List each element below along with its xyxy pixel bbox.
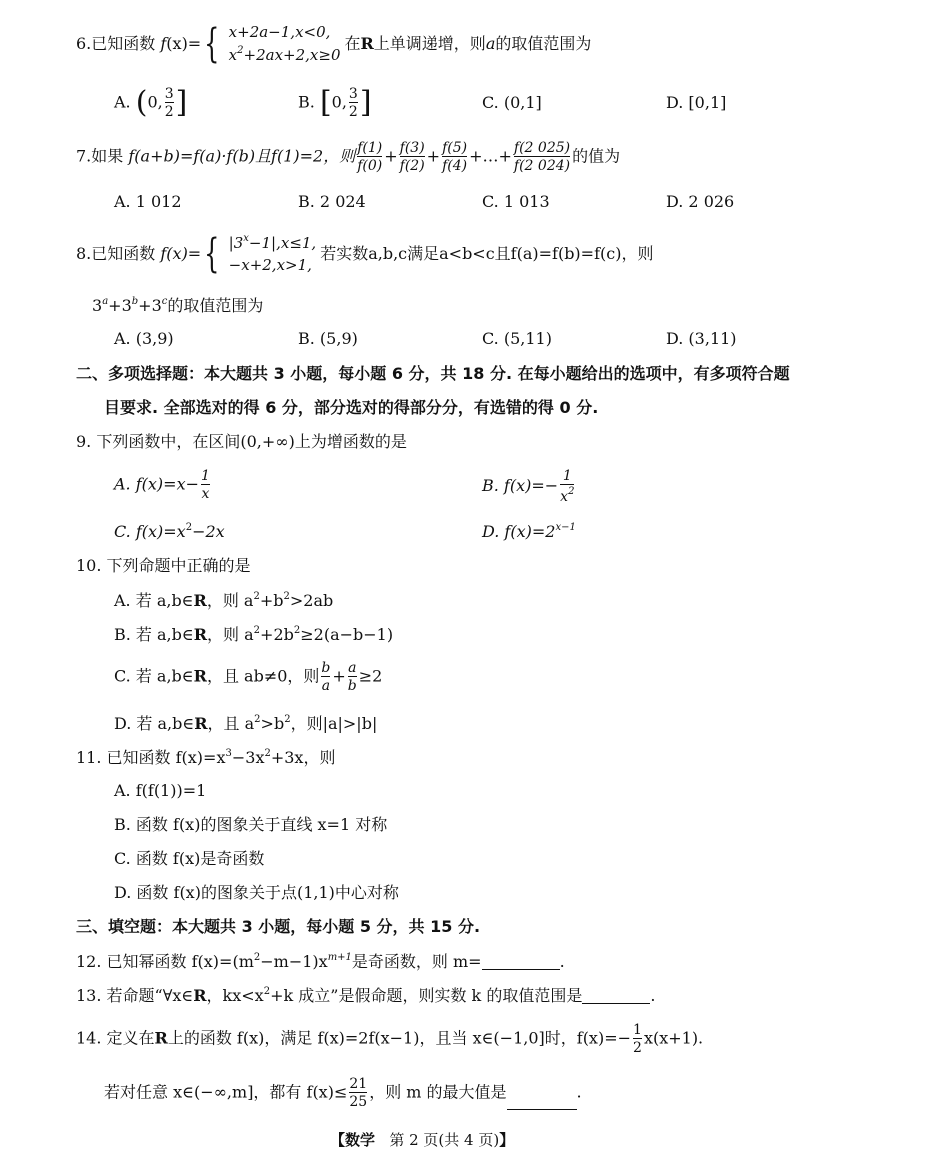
q11-option-c: C. 函数 f(x)是奇函数 [114, 849, 265, 868]
q6-option-d: D. [0,1] [666, 93, 727, 112]
question-6-stem: 6.已知函数 f(x)={ x+2a−1,x<0, $x^2+2ax+2,x\ge 0$ 在R上单调递增，则a的取值范围为 [76, 21, 592, 68]
question-11-stem: 11. 已知函数 $f(x)=x^3-3x^2+3x$，则 [76, 748, 336, 767]
footer-subject: 数学 [345, 1131, 376, 1149]
left-brace: { [204, 21, 220, 68]
q11-option-b: B. 函数 f(x)的图象关于直线 x=1 对称 [114, 815, 388, 834]
section-2-heading: 二、多项选择题：本大题共 3 小题，每小题 6 分，共 18 分. 在每小题给出的选项中，有多项符合题 [76, 364, 790, 383]
q11-option-a: A. f(f(1))=1 [114, 781, 207, 800]
page-footer: 【数学 第 2 页(共 4 页)】 [330, 1131, 515, 1149]
q8-option-b: B. (5,9) [298, 329, 358, 348]
question-9-stem: 9. 下列函数中，在区间(0,+∞)上为增函数的是 [76, 432, 407, 451]
q10-option-c: C. 若 a,b∈R，且 ab≠0，则 $\frac{b}{a}$ + $\frac{a}{b}$ ≥2 [114, 660, 383, 695]
q11-option-d: D. 函数 f(x)的图象关于点(1,1)中心对称 [114, 883, 399, 902]
q6-option-b: B. [0, $\frac{3}{2}$ ] [298, 85, 372, 121]
piecewise-cases: x+2a−1,x<0, $x^2+2ax+2,x\ge 0$ [228, 23, 341, 64]
answer-blank-13[interactable] [582, 989, 650, 1004]
question-7-stem: 7.如果 f(a+b)=f(a)·f(b)且f(1)=2，则 $\frac{f(1)}{f(0)}$ + $\frac{f(3)}{f(2)}$ + $\frac{f(5)}{f(4)}$ +…+ $\frac{f(2 025)}{f(2 024)}$ 的值为 [76, 140, 621, 175]
question-14: 14. 定义在R上的函数 f(x)，满足 f(x)=2f(x−1)，且当 x∈(−1,0]时，f(x)=− $\frac{1}{2}$ x(x+1). [76, 1022, 704, 1057]
footer-page-number: 第 2 页(共 4 页) [389, 1131, 500, 1149]
q7-option-c: C. 1 013 [482, 192, 550, 211]
q9-option-a: A. f(x)=x− $\frac{1}{x}$ [114, 468, 210, 503]
section-2-heading-line2: 目要求. 全部选对的得 6 分，部分选对的得部分分，有选错的得 0 分. [104, 398, 599, 417]
q8-option-c: C. (5,11) [482, 329, 552, 348]
question-12: 12. 已知幂函数 $f(x)=(m^2-m-1)x^{m+1}$是奇函数，则 m= . [76, 952, 565, 971]
q9-option-d: D. $f(x)=2^{x-1}$ [482, 522, 576, 541]
q7-option-b: B. 2 024 [298, 192, 366, 211]
q7-option-d: D. 2 026 [666, 192, 735, 211]
q8-option-d: D. (3,11) [666, 329, 737, 348]
q8-option-a: A. (3,9) [114, 329, 174, 348]
section-3-heading: 三、填空题：本大题共 3 小题，每小题 5 分，共 15 分. [76, 917, 481, 936]
question-14-line2: 若对任意 x∈(−∞,m]，都有 f(x)≤ $\frac{21}{25}$ ，则 m 的最大值是 . [104, 1076, 582, 1111]
q8-stem-line2: $3^a+3^b+3^c$的取值范围为 [92, 296, 264, 315]
question-13: 13. 若命题“∀x∈R，$kx<x^2+k$ 成立”是假命题，则实数 k 的取值范围是 . [76, 986, 656, 1005]
question-10-stem: 10. 下列命题中正确的是 [76, 556, 251, 575]
q10-option-d: D. 若 a,b∈R，且 $a^2>b^2$，则|a|>|b| [114, 714, 378, 733]
piecewise-cases: $|3^x-1|,x\le 1$, −x+2,x>1, [228, 233, 317, 274]
answer-blank-12[interactable] [482, 955, 560, 970]
q9-option-c: C. $f(x)=x^2-2x$ [114, 522, 225, 541]
left-brace: { [204, 231, 220, 278]
q6-option-c: C. (0,1] [482, 93, 542, 112]
q9-option-b: B. f(x)=− $\frac{1}{x^2}$ [482, 468, 575, 506]
question-8-stem: 8.已知函数 f(x)={ $|3^x-1|,x\le 1$, −x+2,x>1, 若实数a,b,c满足a<b<c且f(a)=f(b)=f(c)，则 [76, 231, 654, 278]
q6-option-a: A. (0, $\frac{3}{2}$ ] [114, 85, 188, 121]
q7-option-a: A. 1 012 [114, 192, 182, 211]
q10-option-a: A. 若 a,b∈R，则 $a^2+b^2>2ab$ [114, 591, 334, 610]
answer-blank-14[interactable] [507, 1095, 577, 1110]
q10-option-b: B. 若 a,b∈R，则 $a^2+2b^2\ge 2(a-b-1)$ [114, 625, 394, 644]
